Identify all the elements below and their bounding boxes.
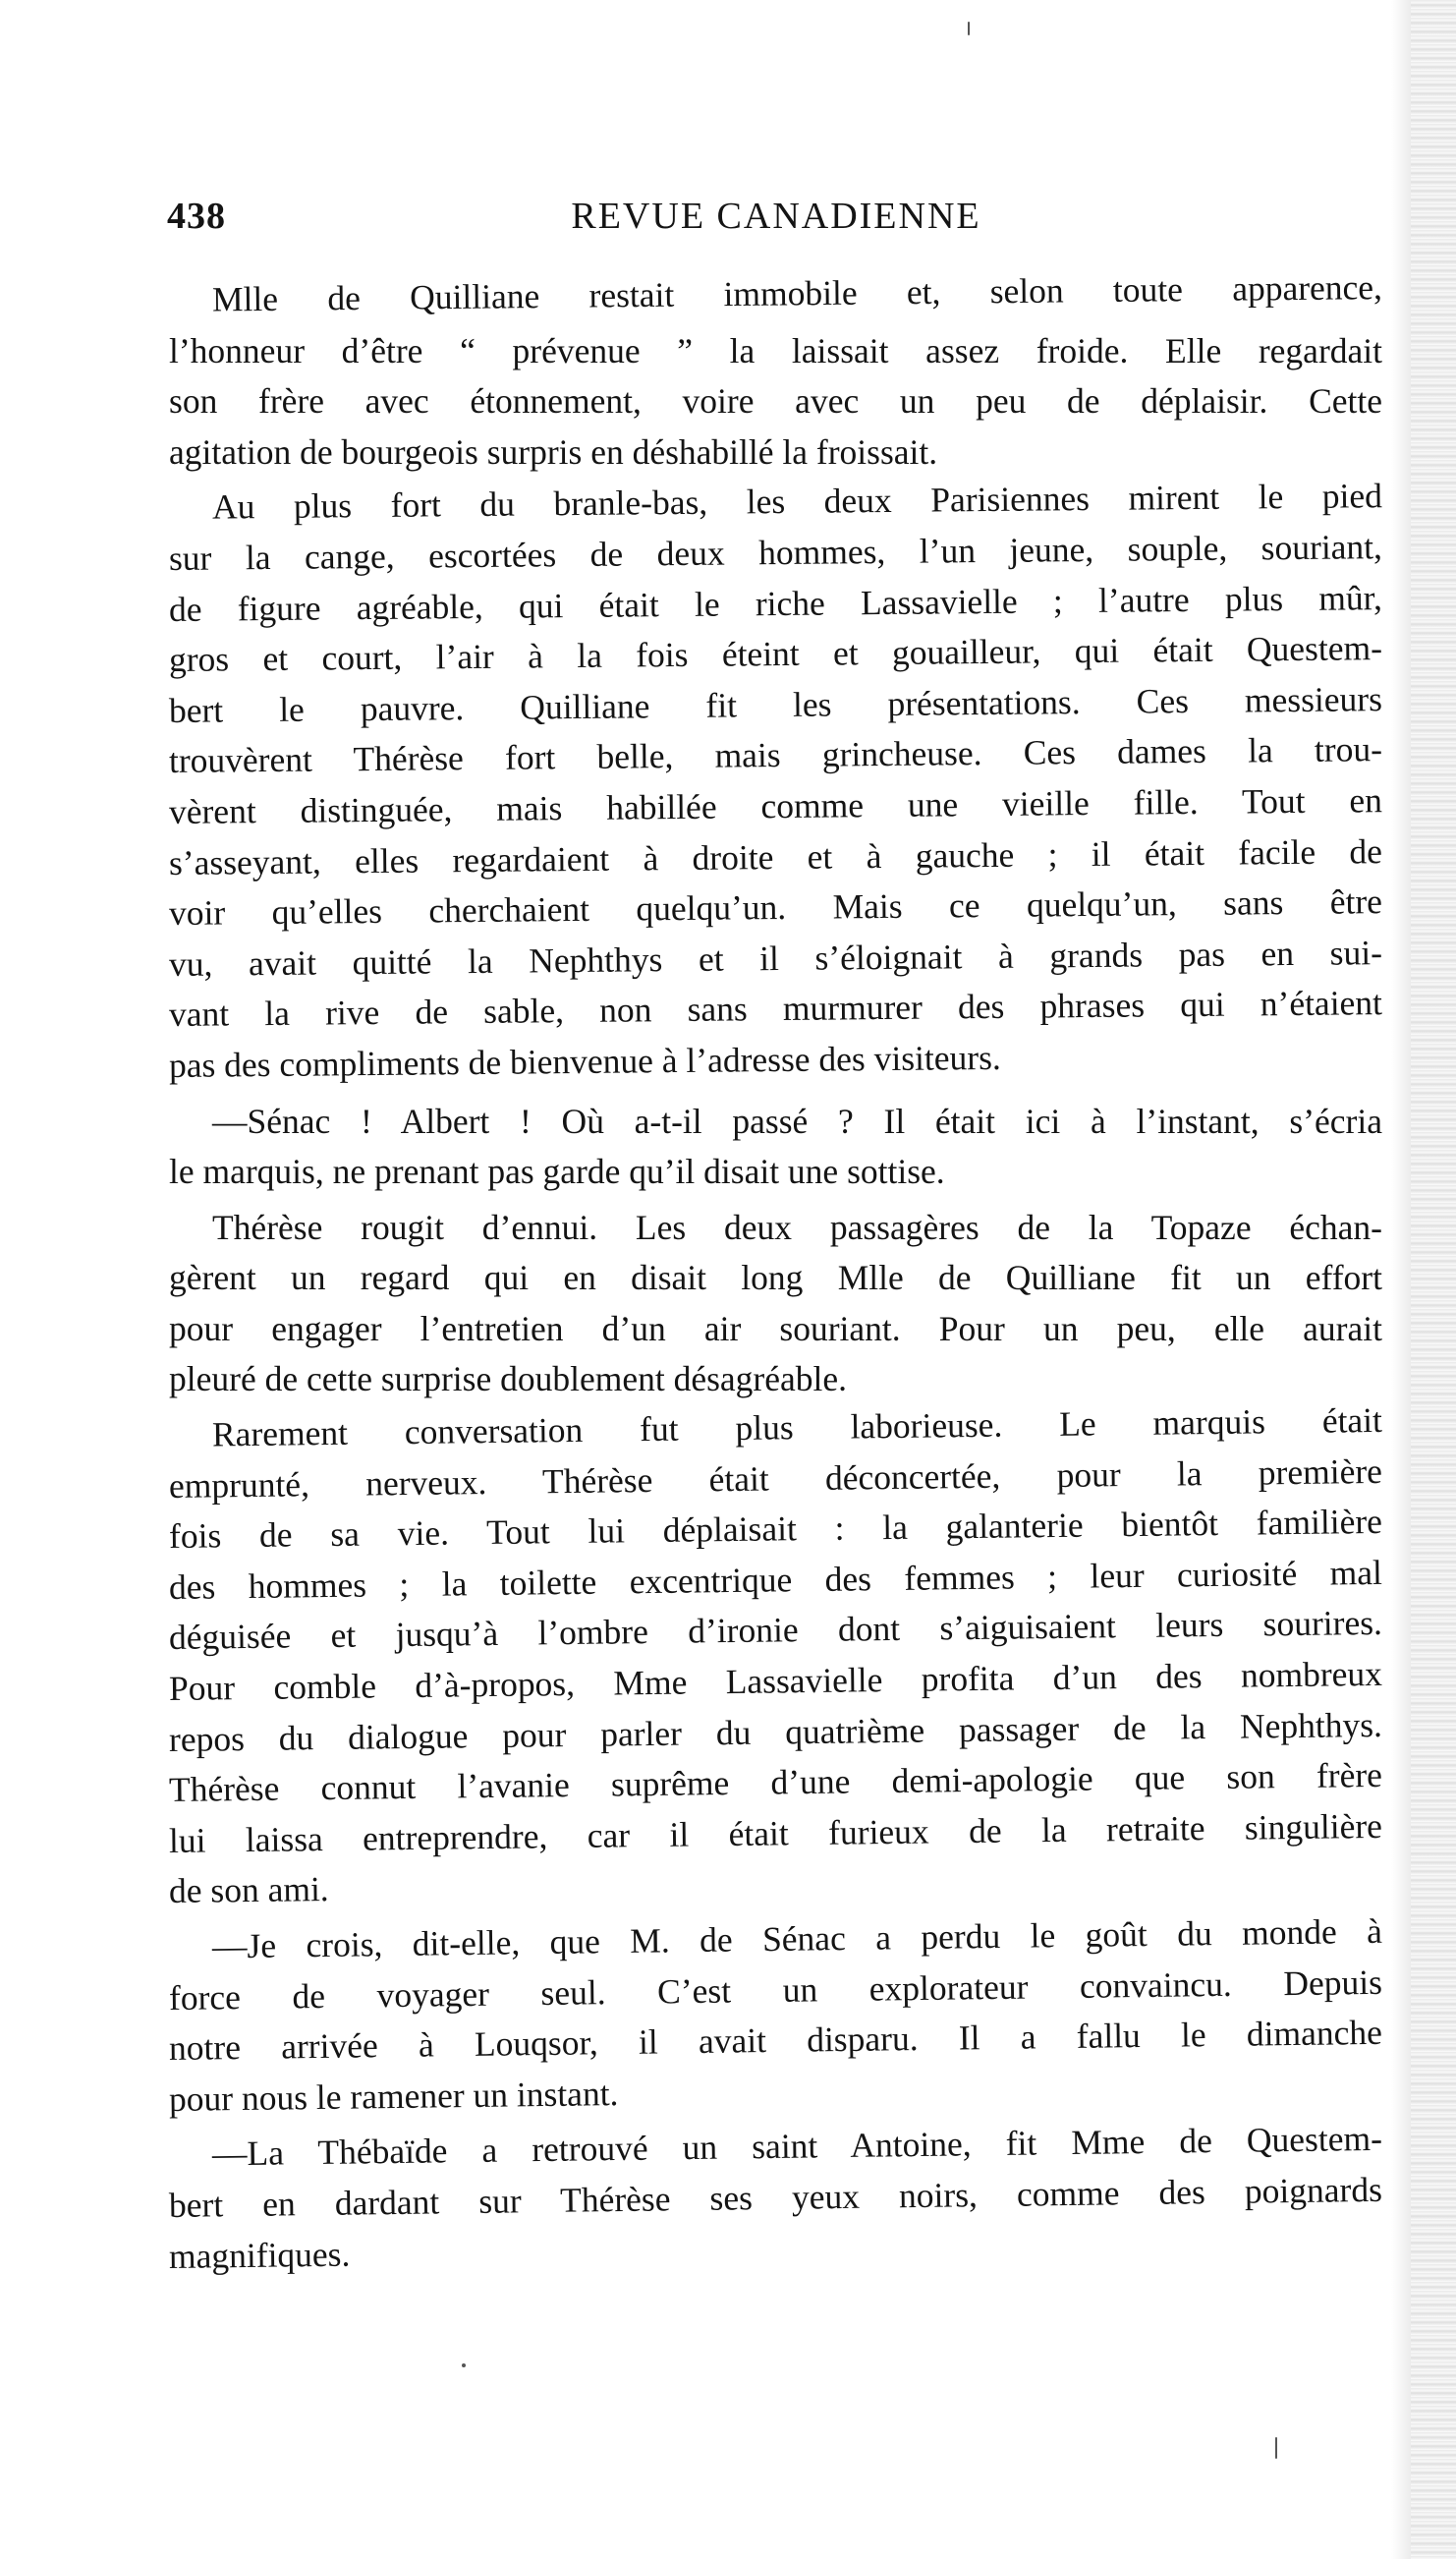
text-line: vant la rive de sable, non sans murmurer des phrases qui n’étaient <box>168 983 1383 1035</box>
text-line: des hommes ; la toilette excentrique des femmes ; leur curiosité mal <box>168 1552 1383 1607</box>
paragraph <box>169 1097 1382 1198</box>
text-line: de figure agréable, qui était le riche Lassavielle ; l’autre plus mûr, <box>168 577 1383 629</box>
text-line: bert le pauvre. Quilliane fit les présentations. Ces messieurs <box>168 678 1383 730</box>
text-line: repos du dialogue pour parler du quatrième passager de la Nephthys. <box>168 1704 1383 1759</box>
page-header <box>167 195 1316 248</box>
text-line: —Sénac ! Albert ! Où a-t-il passé ? Il était ici à l’instant, s’écria <box>212 1101 1382 1141</box>
text-line: vu, avait quitté la Nephthys et il s’éloignait à grands pas en sui- <box>168 932 1383 984</box>
paragraph <box>168 1399 1383 1917</box>
text-line: Thérèse connut l’avanie suprême d’une demi-apologie que son frère <box>168 1755 1383 1810</box>
running-title: REVUE CANADIENNE <box>571 196 981 237</box>
text-line: vèrent distinguée, mais habillée comme une vieille fille. Tout en <box>168 780 1383 831</box>
text-line: sur la cange, escortées de deux hommes, l’un jeune, souple, souriant, <box>168 527 1383 578</box>
text-line: Pour comble d’à-propos, Mme Lassavielle profita d’un des nombreux <box>168 1653 1383 1709</box>
text-line: agitation de bourgeois surpris en déshabillé la froissait. <box>169 431 938 472</box>
ink-speck <box>968 22 970 35</box>
text-line: s’asseyant, elles regardaient à droite et à gauche ; il était facile de <box>168 830 1383 882</box>
text-line: Au plus fort du branle-bas, les deux Parisiennes mirent le pied <box>211 476 1383 527</box>
text-line: Rarement conversation fut plus laborieuse. Le marquis était <box>211 1399 1383 1454</box>
text-line: le marquis, ne prenant pas garde qu’il disait une sottise. <box>169 1152 945 1192</box>
page-number: 438 <box>167 196 226 237</box>
paragraph <box>168 2119 1383 2282</box>
paragraph <box>169 1203 1382 1405</box>
text-line: Mlle de Quilliane restait immobile et, selon toute apparence, <box>211 267 1383 319</box>
paragraph <box>169 267 1383 478</box>
paragraph <box>168 476 1383 1091</box>
text-line: emprunté, nerveux. Thérèse était déconcertée, pour la première <box>168 1450 1383 1506</box>
body-text <box>168 267 1383 2287</box>
text-line: bert en dardant sur Thérèse ses yeux noirs, comme des poignards <box>168 2169 1383 2225</box>
paragraph <box>168 1910 1383 2125</box>
page-edge <box>1411 0 1456 2559</box>
text-line: déguisée et jusqu’à l’ombre d’ironie dont s’aiguisaient leurs sourires. <box>168 1603 1383 1658</box>
text-line: voir qu’elles cherchaient quelqu’un. Mais ce quelqu’un, sans être <box>168 881 1383 934</box>
page-edge-shadow <box>1391 0 1411 2559</box>
text-line: l’honneur d’être “ prévenue ” la laissait assez froide. Elle regardait <box>169 330 1382 370</box>
text-line: gros et court, l’air à la fois éteint et gouailleur, qui était Questem- <box>168 628 1383 680</box>
text-line: lui laissa entreprendre, car il était furieux de la retraite singulière <box>168 1805 1383 1860</box>
text-line: gèrent un regard qui en disait long Mlle de Quilliane fit un effort <box>169 1258 1382 1298</box>
text-line: notre arrivée à Louqsor, il avait disparu. Il a fallu le dimanche <box>168 2013 1383 2069</box>
text-line: —La Thébaïde a retrouvé un saint Antoine, fit Mme de Questem- <box>211 2119 1383 2174</box>
text-line: pas des compliments de bienvenue à l’adresse des visiteurs. <box>168 1037 1001 1085</box>
text-line: —Je crois, dit-elle, que M. de Sénac a perdu le goût du monde à <box>211 1910 1383 1966</box>
text-line: trouvèrent Thérèse fort belle, mais grincheuse. Ces dames la trou- <box>168 729 1383 781</box>
text-line: Thérèse rougit d’ennui. Les deux passagères de la Topaze échan- <box>212 1207 1382 1247</box>
text-line: pleuré de cette surprise doublement désagréable. <box>169 1359 847 1399</box>
text-line: son frère avec étonnement, voire avec un peu de déplaisir. Cette <box>169 381 1382 422</box>
text-line: magnifiques. <box>168 2234 351 2276</box>
text-line: force de voyager seul. C’est un explorateur convaincu. Depuis <box>168 1962 1383 2018</box>
ink-speck <box>462 2363 466 2367</box>
text-line: de son ami. <box>168 1869 329 1911</box>
text-line: fois de sa vie. Tout lui déplaisait : la galanterie bientôt familière <box>168 1502 1383 1557</box>
text-line: pour nous le ramener un instant. <box>168 2073 619 2119</box>
ink-speck <box>1275 2437 1277 2459</box>
text-line: pour engager l’entretien d’un air souriant. Pour un peu, elle aurait <box>169 1308 1382 1348</box>
